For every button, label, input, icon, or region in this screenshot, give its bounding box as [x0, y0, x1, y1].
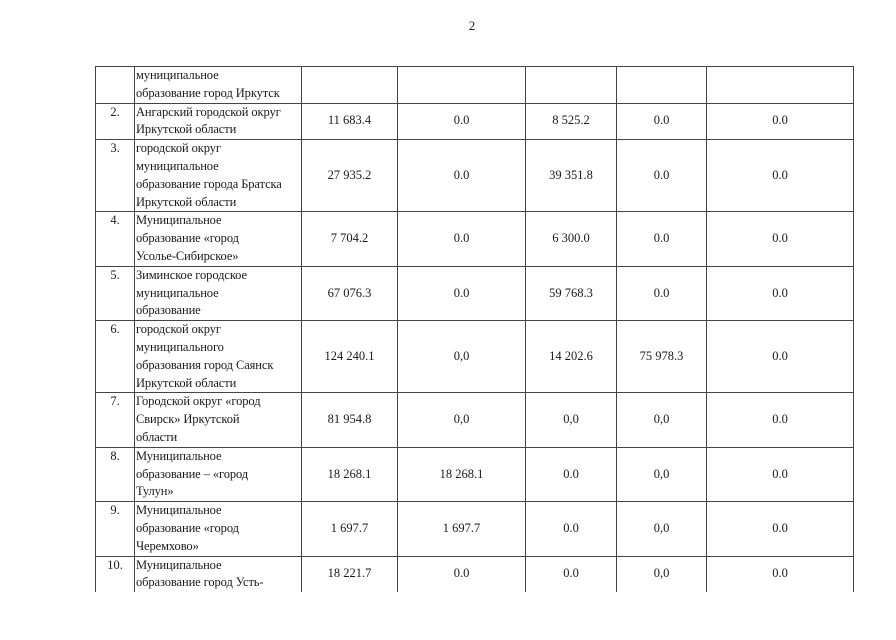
- municipality-name-cell: [135, 447, 302, 501]
- row-number-cell: 8.: [96, 447, 135, 501]
- municipality-name-cell: [135, 321, 302, 393]
- value-cell-3: 59 768.3: [526, 266, 617, 320]
- value-cell-5: 0.0: [707, 556, 854, 592]
- value-cell-4: 0.0: [617, 266, 707, 320]
- budget-table: [95, 66, 854, 592]
- value-cell-1: 11 683.4: [302, 103, 398, 140]
- value-cell-2: 0,0: [398, 321, 526, 393]
- municipality-name-line: образование «город: [136, 231, 239, 246]
- table-body: [96, 67, 854, 593]
- value-cell-4: [617, 67, 707, 104]
- value-cell-5: 0.0: [707, 393, 854, 447]
- municipality-name-cell: [135, 67, 302, 104]
- value-cell-1: 124 240.1: [302, 321, 398, 393]
- table-row: [96, 103, 854, 140]
- value-cell-4: 75 978.3: [617, 321, 707, 393]
- municipality-name-line: Зиминское городское: [136, 267, 247, 282]
- value-cell-1: 27 935.2: [302, 140, 398, 212]
- municipality-name-line: образование города Братска: [136, 176, 282, 191]
- municipality-name-cell: [135, 502, 302, 556]
- value-cell-4: 0.0: [617, 212, 707, 266]
- row-number-cell: 2.: [96, 103, 135, 140]
- value-cell-4: 0,0: [617, 556, 707, 592]
- table-row: [96, 266, 854, 320]
- municipality-name-cell: [135, 140, 302, 212]
- municipality-name-line: Иркутской области: [136, 122, 237, 137]
- value-cell-3: 0.0: [526, 447, 617, 501]
- municipality-name-line: муниципального: [136, 339, 224, 354]
- value-cell-3: [526, 67, 617, 104]
- value-cell-3: 6 300.0: [526, 212, 617, 266]
- municipality-name-line: образования город Саянск: [136, 357, 274, 372]
- municipality-name-cell: [135, 212, 302, 266]
- value-cell-5: 0.0: [707, 103, 854, 140]
- value-cell-1: 7 704.2: [302, 212, 398, 266]
- value-cell-3: 0.0: [526, 502, 617, 556]
- municipality-name-line: Черемхово»: [136, 538, 199, 553]
- municipality-name-line: образование город Иркутск: [136, 85, 280, 100]
- municipality-name-line: муниципальное: [136, 68, 219, 82]
- row-number-cell: 5.: [96, 266, 135, 320]
- value-cell-2: 1 697.7: [398, 502, 526, 556]
- municipality-name-line: Свирск» Иркутской: [136, 412, 240, 427]
- value-cell-5: 0.0: [707, 212, 854, 266]
- municipality-name-line: Городской округ «город: [136, 394, 261, 409]
- value-cell-1: 67 076.3: [302, 266, 398, 320]
- municipality-name-line: области: [136, 429, 178, 444]
- value-cell-5: [707, 67, 854, 104]
- municipality-name-line: Муниципальное: [136, 213, 222, 228]
- value-cell-1: 18 268.1: [302, 447, 398, 501]
- page-number: 2: [468, 18, 476, 33]
- value-cell-3: 39 351.8: [526, 140, 617, 212]
- municipality-name-line: Усолье-Сибирское»: [136, 248, 239, 263]
- value-cell-1: 1 697.7: [302, 502, 398, 556]
- value-cell-5: 0.0: [707, 447, 854, 501]
- value-cell-3: 14 202.6: [526, 321, 617, 393]
- municipality-name-line: Иркутской области: [136, 194, 237, 209]
- municipality-name-line: муниципальное: [136, 285, 219, 300]
- value-cell-1: 81 954.8: [302, 393, 398, 447]
- municipality-name-line: образование «город: [136, 520, 239, 535]
- municipality-name-line: образование: [136, 303, 201, 318]
- municipality-name-line: образование – «город: [136, 466, 249, 481]
- table-row: [96, 393, 854, 447]
- row-number-cell: 4.: [96, 212, 135, 266]
- table-row: [96, 502, 854, 556]
- municipality-name-line: Муниципальное: [136, 557, 222, 572]
- value-cell-2: 0.0: [398, 266, 526, 320]
- value-cell-4: 0.0: [617, 140, 707, 212]
- value-cell-3: 0,0: [526, 393, 617, 447]
- table-row: [96, 556, 854, 592]
- value-cell-5: 0.0: [707, 140, 854, 212]
- municipality-name-line: муниципальное: [136, 158, 219, 173]
- municipality-name-line: Муниципальное: [136, 448, 222, 463]
- municipality-name-line: Ангарский городской округ: [136, 104, 281, 119]
- municipality-name-line: Муниципальное: [136, 503, 222, 518]
- value-cell-5: 0.0: [707, 266, 854, 320]
- value-cell-2: 0.0: [398, 103, 526, 140]
- municipality-name-line: образование город Усть-: [136, 575, 264, 590]
- value-cell-4: 0,0: [617, 502, 707, 556]
- row-number-cell: 3.: [96, 140, 135, 212]
- value-cell-2: 0.0: [398, 556, 526, 592]
- row-number-cell: 10.: [96, 556, 135, 592]
- value-cell-5: 0.0: [707, 502, 854, 556]
- value-cell-2: 18 268.1: [398, 447, 526, 501]
- municipality-name-cell: [135, 266, 302, 320]
- table-row: [96, 321, 854, 393]
- municipality-name-line: Тулун»: [136, 484, 174, 499]
- row-number-cell: 9.: [96, 502, 135, 556]
- municipality-name-cell: [135, 393, 302, 447]
- value-cell-3: 8 525.2: [526, 103, 617, 140]
- row-number-cell: [96, 67, 135, 104]
- table-row: [96, 212, 854, 266]
- value-cell-1: [302, 67, 398, 104]
- value-cell-4: 0,0: [617, 447, 707, 501]
- municipality-name-line: Иркутской области: [136, 375, 237, 390]
- value-cell-4: 0.0: [617, 103, 707, 140]
- municipality-name-cell: [135, 103, 302, 140]
- value-cell-5: 0.0: [707, 321, 854, 393]
- municipality-name-cell: [135, 556, 302, 592]
- municipality-name-line: городской округ: [136, 322, 221, 337]
- value-cell-2: 0.0: [398, 140, 526, 212]
- municipality-name-line: городской округ: [136, 141, 221, 156]
- value-cell-2: 0.0: [398, 212, 526, 266]
- table-row: [96, 447, 854, 501]
- table-row: [96, 140, 854, 212]
- row-number-cell: 6.: [96, 321, 135, 393]
- value-cell-4: 0,0: [617, 393, 707, 447]
- table-row: [96, 67, 854, 104]
- value-cell-1: 18 221.7: [302, 556, 398, 592]
- value-cell-3: 0.0: [526, 556, 617, 592]
- value-cell-2: 0,0: [398, 393, 526, 447]
- row-number-cell: 7.: [96, 393, 135, 447]
- value-cell-2: [398, 67, 526, 104]
